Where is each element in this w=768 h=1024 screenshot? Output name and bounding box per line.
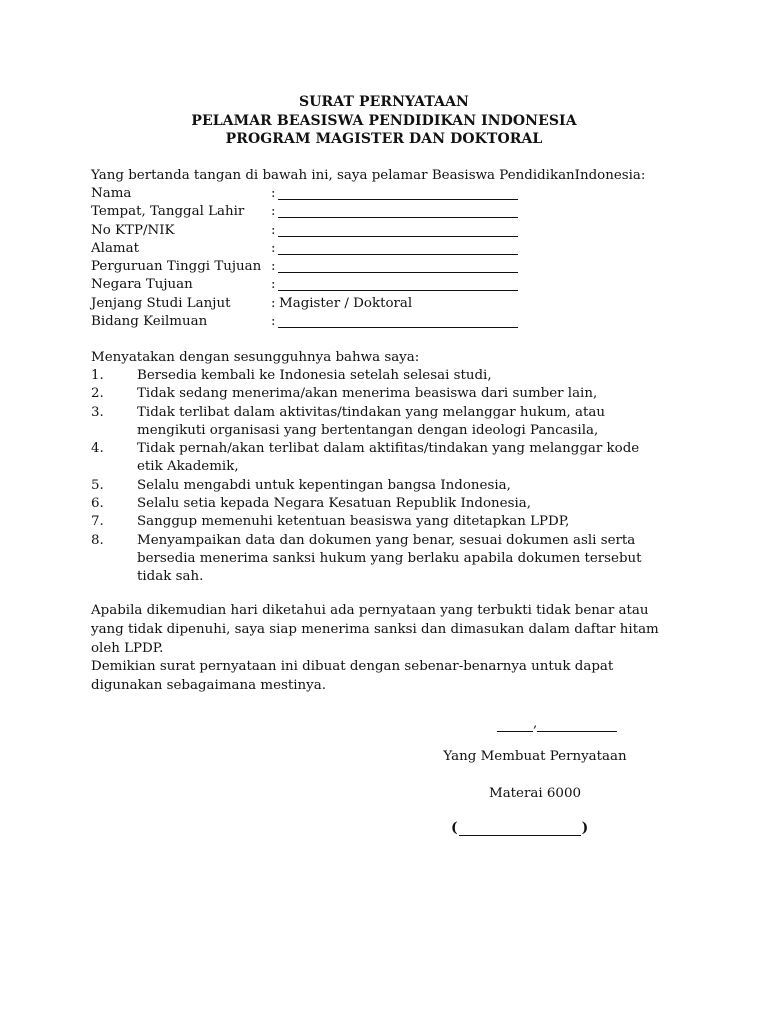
stamp-label: Materai 6000 — [488, 786, 581, 801]
fill-in-line[interactable] — [278, 217, 518, 218]
close-paren: ) — [581, 820, 589, 836]
intro-text: Yang bertanda tangan di bawah ini, saya pelamar Beasiswa PendidikanIndonesia: — [91, 168, 646, 183]
list-text: Tidak sedang menerima/akan menerima beasiswa dari sumber lain, — [137, 386, 598, 402]
list-item — [91, 532, 661, 587]
fill-in-line[interactable] — [278, 290, 518, 291]
fill-in-line[interactable] — [278, 272, 518, 273]
statement-heading: Menyatakan dengan sesungguhnya bahwa saya: — [91, 350, 420, 365]
list-item — [91, 385, 661, 403]
signature-blank[interactable] — [459, 821, 581, 836]
list-number: 4. — [91, 441, 104, 457]
field-colon: : — [271, 204, 276, 220]
field-label: Jenjang Studi Lanjut — [91, 295, 231, 311]
field-label: Alamat — [91, 240, 139, 256]
list-text: Tidak terlibat dalam aktivitas/tindakan yang melanggar hukum, atau mengikuti organisasi yang bertentangan dengan ideologi Pancasila, — [137, 404, 606, 438]
field-label: No KTP/NIK — [91, 222, 175, 238]
list-item — [91, 404, 661, 441]
field-colon: : — [271, 186, 276, 201]
field-label: Tempat, Tanggal Lahir — [91, 204, 245, 220]
signature-name-line — [451, 820, 588, 836]
field-label: Nama — [91, 186, 132, 201]
list-number: 7. — [91, 514, 104, 530]
open-paren: ( — [451, 820, 458, 836]
list-number: 6. — [91, 496, 104, 512]
sanction-paragraph: Apabila dikemudian hari diketahui ada pernyataan yang terbukti tidak benar atau yang tidak dipenuhi, saya siap menerima sanksi dan dimasukan dalam daftar hitam oleh LPDP. — [91, 603, 659, 656]
field-colon: : — [271, 277, 276, 293]
field-colon: : — [271, 240, 276, 256]
title-line-1: SURAT PERNYATAAN — [299, 94, 469, 110]
field-label: Bidang Keilmuan — [91, 314, 208, 330]
list-text: Tidak pernah/akan terlibat dalam aktifitas/tindakan yang melanggar kode etik Akademik, — [137, 441, 640, 475]
field-colon: : — [271, 259, 276, 275]
field-colon: : — [271, 222, 276, 238]
statement-list — [91, 367, 661, 587]
closing-paragraph: Demikian surat pernyataan ini dibuat dengan sebenar-benarnya untuk dapat digunakan sebagaimana mestinya. — [91, 659, 614, 693]
list-number: 5. — [91, 477, 104, 493]
list-number: 1. — [91, 368, 104, 383]
list-text: Bersedia kembali ke Indonesia setelah selesai studi, — [137, 368, 492, 383]
place-blank[interactable] — [497, 719, 533, 732]
date-blank[interactable] — [537, 719, 617, 732]
list-item — [91, 477, 661, 495]
list-item — [91, 495, 661, 513]
list-text: Selalu mengabdi untuk kepentingan bangsa Indonesia, — [137, 477, 511, 493]
fill-in-line[interactable] — [278, 199, 518, 200]
fill-in-line[interactable] — [278, 236, 518, 237]
list-item — [91, 367, 661, 385]
list-text: Sanggup memenuhi ketentuan beasiswa yang ditetapkan LPDP, — [137, 514, 570, 530]
document-title — [0, 93, 768, 149]
title-line-2: PELAMAR BEASISWA PENDIDIKAN INDONESIA — [191, 112, 577, 129]
field-colon: : — [271, 314, 276, 330]
list-text: Menyampaikan data dan dokumen yang benar, sesuai dokumen asli serta bersedia menerima sanksi hukum yang berlaku apabila dokumen tersebut tidak sah. — [137, 532, 642, 585]
field-colon: : — [271, 295, 276, 311]
place-date-line — [497, 716, 617, 732]
list-number: 3. — [91, 404, 104, 420]
field-label: Perguruan Tinggi Tujuan — [91, 259, 262, 275]
title-line-3: PROGRAM MAGISTER DAN DOKTORAL — [225, 131, 543, 147]
date-separator: , — [533, 716, 538, 731]
list-text: Selalu setia kepada Negara Kesatuan Republik Indonesia, — [137, 496, 531, 512]
signer-label: Yang Membuat Pernyataan — [443, 749, 627, 764]
field-value-jenjang: Magister / Doktoral — [279, 295, 413, 311]
list-number: 2. — [91, 386, 104, 402]
field-label: Negara Tujuan — [91, 277, 193, 293]
fill-in-line[interactable] — [278, 327, 518, 328]
list-item — [91, 440, 661, 477]
list-item — [91, 513, 661, 531]
fill-in-line[interactable] — [278, 254, 518, 255]
list-number: 8. — [91, 532, 104, 548]
